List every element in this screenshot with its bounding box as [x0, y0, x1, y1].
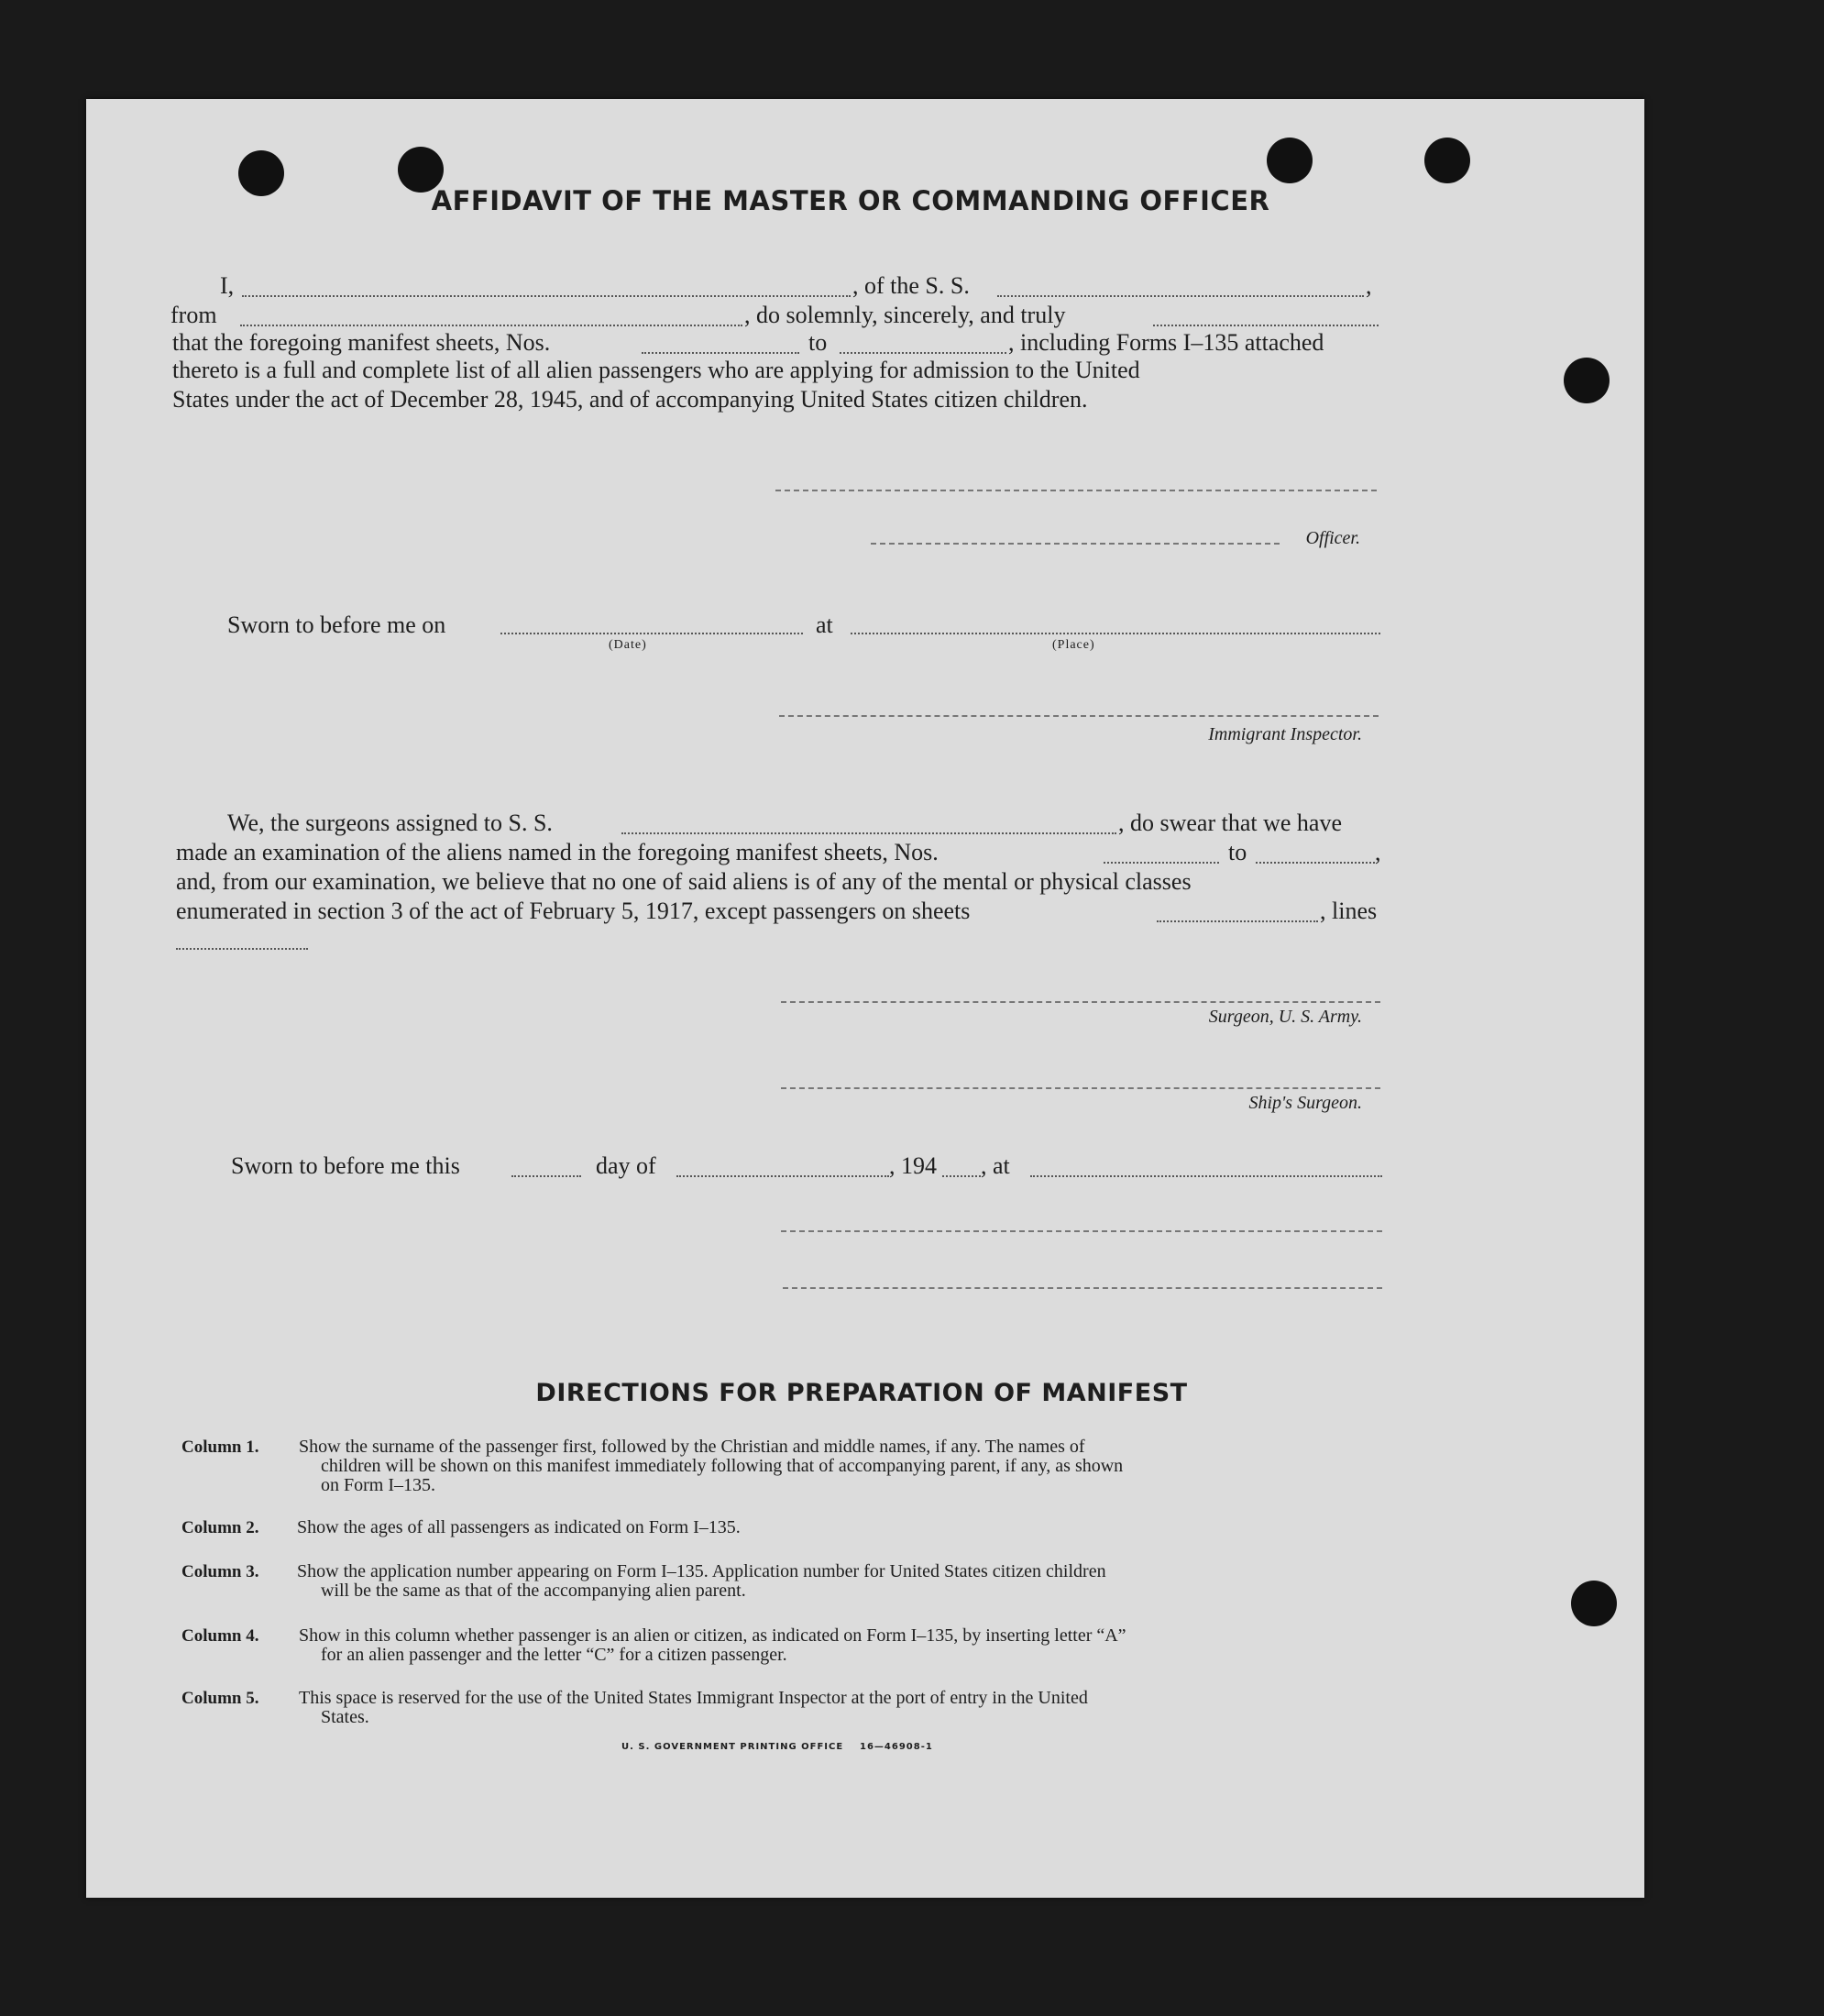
except-sheets-field[interactable] [1157, 920, 1318, 922]
sworn-month-field[interactable] [676, 1175, 889, 1177]
surgeons-text: , lines [1320, 898, 1378, 924]
affidavit-text: that the foregoing manifest sheets, Nos. [172, 329, 551, 356]
except-lines-field[interactable] [176, 948, 308, 950]
ship-name-field[interactable] [997, 295, 1364, 297]
surgeons-text: and, from our examination, we believe that no one of said aliens is of any of the mental or physical classes [176, 868, 1192, 895]
affidavit-text: to [808, 329, 828, 356]
sworn-place-field[interactable] [851, 633, 1380, 634]
sworn-signature-line-1[interactable] [781, 1230, 1382, 1232]
direction-column-label: Column 4. [181, 1626, 259, 1646]
punch-hole [1564, 358, 1610, 403]
army-surgeon-signature-line[interactable] [781, 1001, 1380, 1003]
surgeons-text: , do swear that we have [1118, 810, 1343, 836]
surgeons-ship-field[interactable] [621, 832, 1116, 834]
direction-text: States. [321, 1707, 369, 1727]
master-name-field[interactable] [242, 295, 851, 297]
sworn-text: Sworn to before me this [231, 1152, 460, 1179]
direction-text: on Form I–135. [321, 1475, 435, 1495]
sworn-signature-line-2[interactable] [783, 1287, 1382, 1289]
direction-text: children will be shown on this manifest immediately following that of accompanying parent, if any, as shown [321, 1456, 1124, 1476]
printer-imprint: U. S. GOVERNMENT PRINTING OFFICE [621, 1742, 844, 1752]
place-caption: (Place) [1052, 638, 1095, 652]
ship-surgeon-signature-line[interactable] [781, 1087, 1380, 1089]
affidavit-text: , [1366, 272, 1372, 299]
affidavit-text: , do solemnly, sincerely, and truly [744, 302, 1066, 328]
affidavit-text: I, [220, 272, 235, 299]
direction-text: for an alien passenger and the letter “C” for a citizen passenger. [321, 1645, 787, 1665]
direction-text: Show in this column whether passenger is an alien or citizen, as indicated on Form I–135, by inserting letter “A” [299, 1625, 1126, 1646]
sheet-from-field[interactable] [642, 352, 799, 354]
sworn-day-field[interactable] [511, 1175, 581, 1177]
direction-column-label: Column 5. [181, 1689, 259, 1708]
affidavit-text: thereto is a full and complete list of all alien passengers who are applying for admission to the United [172, 357, 1140, 383]
sworn-text: , 194 [889, 1152, 937, 1179]
form-sheet [86, 99, 1644, 1898]
surgeons-text: made an examination of the aliens named in the foregoing manifest sheets, Nos. [176, 839, 939, 865]
surgeons-text: enumerated in section 3 of the act of February 5, 1917, except passengers on sheets [176, 898, 971, 924]
officer-signature-line-1[interactable] [775, 490, 1377, 491]
sheet-to-field[interactable] [840, 352, 1006, 354]
affidavit-title: AFFIDAVIT OF THE MASTER OR COMMANDING OFFICER [431, 185, 1270, 216]
direction-text: Show the surname of the passenger first, followed by the Christian and middle names, if any. The names of [299, 1437, 1085, 1457]
surgeons-text: , [1375, 839, 1381, 865]
affidavit-text: , including Forms I–135 attached [1008, 329, 1324, 356]
army-surgeon-label: Surgeon, U. S. Army. [1208, 1007, 1362, 1027]
directions-title: DIRECTIONS FOR PREPARATION OF MANIFEST [535, 1379, 1188, 1407]
inspector-label: Immigrant Inspector. [1208, 724, 1362, 744]
punch-hole [1267, 138, 1313, 183]
sworn-place-field-2[interactable] [1030, 1175, 1382, 1177]
direction-column-label: Column 2. [181, 1518, 259, 1537]
punch-hole [1424, 138, 1470, 183]
direction-text: This space is reserved for the use of the United States Immigrant Inspector at the port of entry in the United [299, 1688, 1088, 1708]
ship-surgeon-label: Ship's Surgeon. [1248, 1093, 1362, 1113]
surgeons-sheet-to-field[interactable] [1256, 862, 1375, 864]
direction-text: Show the ages of all passengers as indicated on Form I–135. [297, 1517, 741, 1537]
sworn-text: day of [596, 1152, 656, 1179]
affidavit-text: States under the act of December 28, 1945, and of accompanying United States citizen children. [172, 386, 1088, 413]
form-number: 16—46908-1 [860, 1742, 933, 1752]
inspector-signature-line[interactable] [779, 715, 1379, 717]
surgeons-sheet-from-field[interactable] [1104, 862, 1219, 864]
officer-label: Officer. [1305, 528, 1360, 548]
sworn-date-field[interactable] [500, 633, 803, 634]
origin-port-field[interactable] [240, 325, 742, 326]
surgeons-text: We, the surgeons assigned to S. S. [227, 810, 553, 836]
sworn-text: , at [981, 1152, 1010, 1179]
direction-column-label: Column 3. [181, 1562, 259, 1581]
surgeons-text: to [1228, 839, 1247, 865]
sworn-text: Sworn to before me on [227, 611, 446, 638]
affidavit-text: , of the S. S. [852, 272, 970, 299]
officer-signature-line-2[interactable] [871, 543, 1280, 545]
sworn-text: at [816, 611, 833, 638]
sworn-year-field[interactable] [942, 1175, 981, 1177]
declaration-field[interactable] [1153, 325, 1379, 326]
direction-text: will be the same as that of the accompanying alien parent. [321, 1581, 746, 1601]
affidavit-text: from [170, 302, 217, 328]
direction-text: Show the application number appearing on Form I–135. Application number for United States citizen children [297, 1561, 1106, 1581]
punch-hole [1571, 1581, 1617, 1626]
date-caption: (Date) [609, 638, 647, 652]
direction-column-label: Column 1. [181, 1438, 259, 1457]
